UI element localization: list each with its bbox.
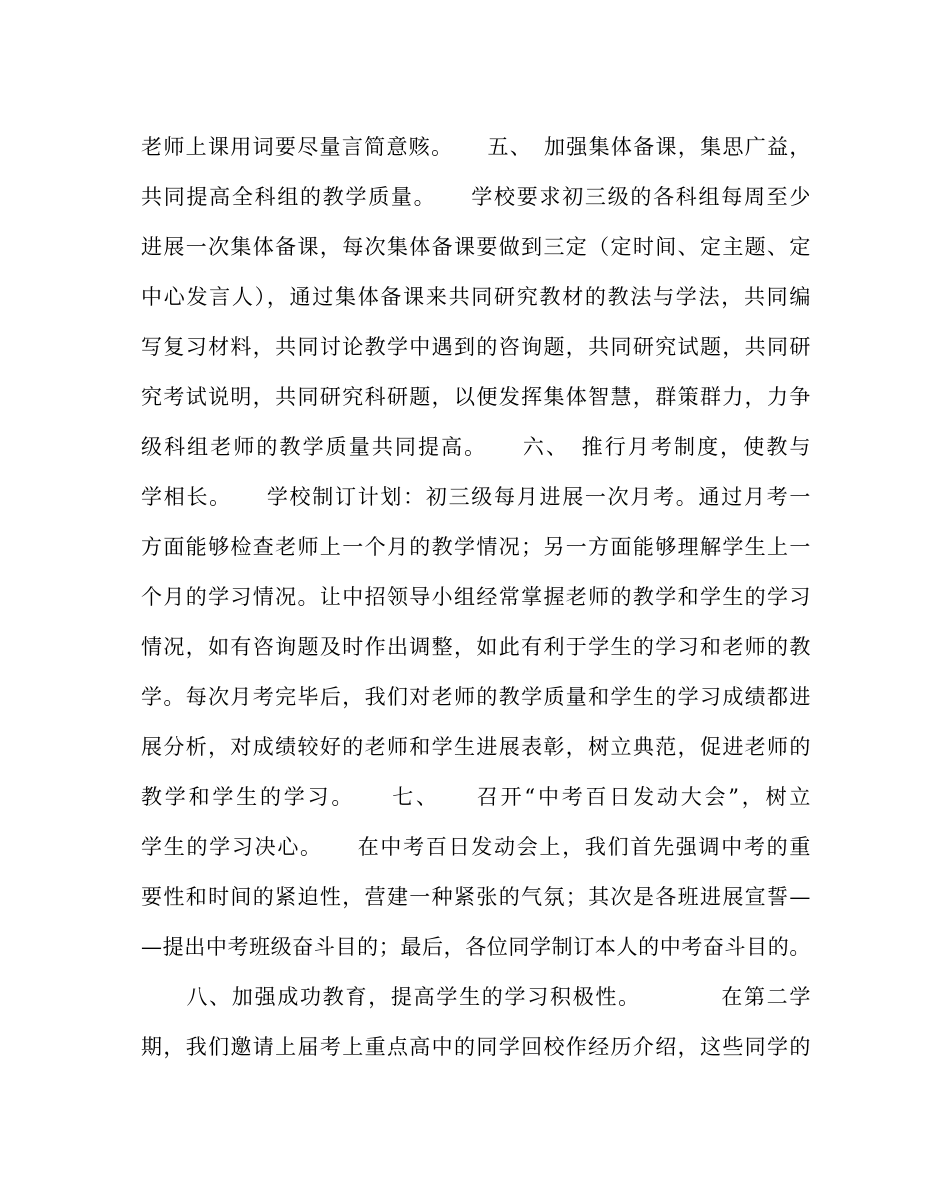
text-line: 究考试说明，共同研究科研题，以便发挥集体智慧，群策群力，力争 xyxy=(141,385,811,409)
text-line: 学生的学习决心。 在中考百日发动会上，我们首先强调中考的重 xyxy=(141,835,811,859)
text-line: 期，我们邀请上届考上重点高中的同学回校作经历介绍，这些同学的 xyxy=(141,1035,811,1059)
text-line: 写复习材料，共同讨论教学中遇到的咨询题，共同研究试题，共同研 xyxy=(141,335,811,359)
text-line: —提出中考班级奋斗目的；最后，各位同学制订本人的中考奋斗目的。 xyxy=(141,935,811,959)
text-line: 教学和学生的学习。 七、 召开“中考百日发动大会”，树立 xyxy=(141,785,811,809)
text-line: 级科组老师的教学质量共同提高。 六、 推行月考制度，使教与 xyxy=(141,435,811,459)
text-line: 展分析，对成绩较好的老师和学生进展表彰，树立典范，促进老师的 xyxy=(141,735,811,759)
text-line: 八、加强成功教育，提高学生的学习积极性。 在第二学 xyxy=(141,985,811,1009)
text-line: 中心发言人），通过集体备课来共同研究教材的教法与学法，共同编 xyxy=(141,285,811,309)
text-line: 学。每次月考完毕后，我们对老师的教学质量和学生的学习成绩都进 xyxy=(141,685,811,709)
text-line: 进展一次集体备课，每次集体备课要做到三定（定时间、定主题、定 xyxy=(141,235,811,259)
text-line: 个月的学习情况。让中招领导小组经常掌握老师的教学和学生的学习 xyxy=(141,585,811,609)
text-line: 老师上课用词要尽量言简意赅。 五、 加强集体备课，集思广益， xyxy=(141,135,811,159)
text-line: 情况，如有咨询题及时作出调整，如此有利于学生的学习和老师的教 xyxy=(141,635,811,659)
text-line: 共同提高全科组的教学质量。 学校要求初三级的各科组每周至少 xyxy=(141,185,811,209)
text-line: 方面能够检查老师上一个月的教学情况；另一方面能够理解学生上一 xyxy=(141,535,811,559)
text-line: 学相长。 学校制订计划：初三级每月进展一次月考。通过月考一 xyxy=(141,485,811,509)
text-line: 要性和时间的紧迫性，营建一种紧张的气氛；其次是各班进展宣誓— xyxy=(141,885,811,909)
body-text xyxy=(141,126,811,1076)
